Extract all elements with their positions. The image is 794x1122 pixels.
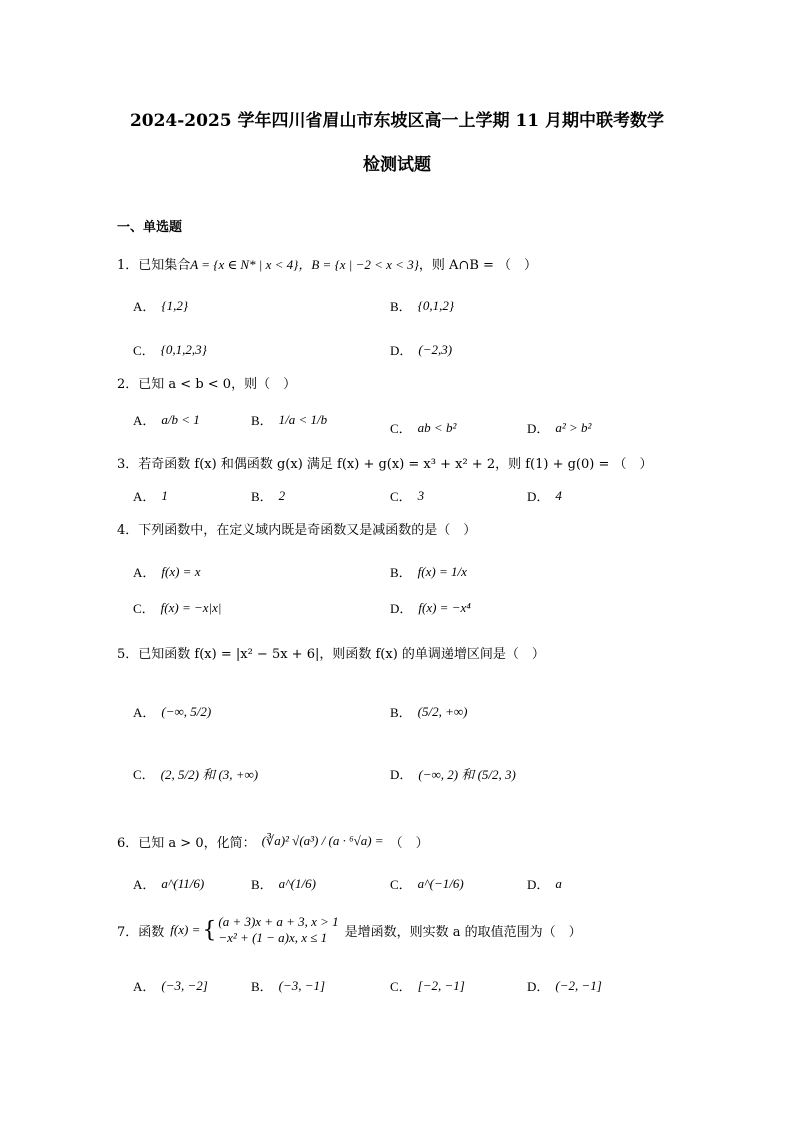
- option-value: {0,1,2}: [417, 297, 455, 313]
- q7-option-b[interactable]: [251, 976, 325, 995]
- question-tail: ，则 A∩B = （ ）: [418, 257, 538, 273]
- option-label: C．: [133, 601, 155, 616]
- option-value: 1: [161, 487, 168, 503]
- q4-option-a[interactable]: [133, 562, 200, 581]
- q4-option-c[interactable]: [133, 598, 221, 617]
- option-label: C．: [390, 979, 412, 994]
- question-tail: （ ）: [389, 835, 429, 851]
- question-number: 3．: [117, 456, 139, 472]
- q1-option-b[interactable]: [390, 296, 454, 315]
- q7-option-c[interactable]: [390, 976, 465, 995]
- option-value: a^(11/6): [161, 875, 205, 891]
- q2-option-d[interactable]: [527, 418, 591, 437]
- q3-option-d[interactable]: [527, 486, 562, 505]
- q1-option-c[interactable]: [133, 340, 207, 359]
- q4-option-d[interactable]: [390, 598, 471, 617]
- question-1: [117, 252, 537, 274]
- doc-title-line1: 2024-2025 学年四川省眉山市东坡区高一上学期 11 月期中联考数学: [129, 111, 665, 131]
- option-label: C．: [390, 489, 412, 504]
- option-value: {1,2}: [161, 297, 189, 313]
- question-text: 若奇函数 f(x) 和偶函数 g(x) 满足 f(x) + g(x) = x³ + x² + 2，则 f(1) + g(0) = （ ）: [138, 456, 653, 472]
- q4-option-b[interactable]: [390, 562, 467, 581]
- option-label: C．: [133, 343, 155, 358]
- question-text: 已知 a < b < 0，则（ ）: [138, 376, 297, 392]
- q6-option-b[interactable]: [251, 874, 316, 893]
- option-label: B．: [251, 877, 273, 892]
- question-math: A = {x ∈ N* | x < 4}，B = {x | −2 < x < 3}: [190, 256, 419, 272]
- option-value: (−3, −1]: [278, 977, 326, 993]
- question-text: 已知 a > 0，化简：: [138, 835, 256, 851]
- option-value: 4: [555, 487, 562, 503]
- q5-option-c[interactable]: [133, 764, 258, 783]
- option-label: A．: [133, 979, 156, 994]
- q5-option-a[interactable]: [133, 702, 211, 721]
- option-label: D．: [390, 767, 413, 782]
- question-number: 6．: [117, 835, 139, 851]
- option-value: (2, 5/2) 和 (3, +∞): [160, 767, 259, 782]
- question-number: 2．: [117, 376, 139, 392]
- question-text: 函数: [138, 924, 165, 940]
- question-3: [117, 452, 653, 472]
- question-text: 已知集合: [138, 257, 191, 273]
- option-label: B．: [390, 705, 412, 720]
- option-label: D．: [390, 343, 413, 358]
- piecewise-cases: [218, 914, 338, 946]
- section-heading: 一、单选题: [117, 220, 183, 235]
- q5-option-b[interactable]: [390, 702, 467, 721]
- question-text: 已知函数 f(x) = |x² − 5x + 6|，则函数 f(x) 的单调递增区间是（ ）: [138, 646, 545, 662]
- option-value: [−2, −1]: [417, 977, 465, 993]
- option-value: f(x) = 1/x: [417, 563, 467, 579]
- option-label: C．: [390, 877, 412, 892]
- q2-option-b[interactable]: [251, 410, 327, 429]
- option-label: A．: [133, 565, 156, 580]
- option-label: B．: [251, 413, 273, 428]
- q6-option-a[interactable]: [133, 874, 204, 893]
- question-number: 1．: [117, 257, 139, 273]
- option-value: (−2,3): [418, 341, 453, 357]
- option-value: 3: [417, 487, 425, 503]
- q6-option-c[interactable]: [390, 874, 464, 893]
- option-value: a^(1/6): [278, 875, 316, 891]
- piece-1: (a + 3)x + a + 3, x > 1: [218, 914, 339, 929]
- q6-option-d[interactable]: [527, 874, 562, 893]
- option-value: (5/2, +∞): [417, 703, 468, 719]
- option-value: f(x) = x: [161, 563, 201, 579]
- q7-option-a[interactable]: [133, 976, 208, 995]
- q3-option-b[interactable]: [251, 486, 285, 505]
- question-text: 下列函数中，在定义域内既是奇函数又是减函数的是（ ）: [138, 522, 477, 538]
- option-label: A．: [133, 705, 156, 720]
- option-value: f(x) = −x|x|: [160, 599, 222, 615]
- brace-icon: {: [202, 917, 217, 943]
- option-label: A．: [133, 877, 156, 892]
- option-label: D．: [390, 601, 413, 616]
- option-label: C．: [390, 421, 412, 436]
- option-label: A．: [133, 489, 156, 504]
- question-number: 7．: [117, 924, 139, 940]
- q2-option-c[interactable]: [390, 418, 456, 437]
- question-tail: 是增函数，则实数 a 的取值范围为（ ）: [344, 924, 582, 940]
- option-value: {0,1,2,3}: [160, 341, 207, 357]
- option-label: A．: [133, 299, 156, 314]
- question-4: [117, 518, 476, 538]
- doc-title-line2: 检测试题: [363, 155, 431, 175]
- option-value: (−2, −1]: [555, 977, 602, 993]
- q3-option-c[interactable]: [390, 486, 424, 505]
- option-value: ab < b²: [417, 419, 457, 435]
- q1-option-a[interactable]: [133, 296, 188, 315]
- q2-option-a[interactable]: [133, 410, 200, 429]
- question-number: 4．: [117, 522, 139, 538]
- option-value: (−∞, 5/2): [161, 703, 212, 719]
- option-label: B．: [251, 489, 273, 504]
- question-5: [117, 642, 545, 662]
- question-number: 5．: [117, 646, 139, 662]
- question-2: [117, 372, 296, 392]
- option-label: D．: [527, 489, 550, 504]
- option-label: B．: [251, 979, 273, 994]
- option-label: D．: [527, 877, 550, 892]
- option-value: a: [555, 875, 562, 891]
- option-label: B．: [390, 299, 412, 314]
- option-value: 1/a < 1/b: [278, 411, 328, 427]
- piece-2: −x² + (1 − a)x, x ≤ 1: [218, 930, 328, 945]
- question-math: (∛a)² √(a³) / (a · ⁶√a) =: [261, 833, 384, 848]
- q5-option-d[interactable]: [390, 764, 516, 783]
- option-value: 2: [278, 487, 286, 503]
- option-value: a² > b²: [555, 419, 592, 435]
- option-value: a/b < 1: [161, 411, 200, 427]
- option-value: (−∞, 2) 和 (5/2, 3): [418, 767, 516, 782]
- option-value: a^(−1/6): [417, 875, 464, 891]
- question-7: [117, 908, 582, 952]
- option-value: f(x) = −x⁴: [418, 599, 471, 615]
- option-value: (−3, −2]: [161, 977, 208, 993]
- option-label: D．: [527, 979, 550, 994]
- option-label: A．: [133, 413, 156, 428]
- q1-option-d[interactable]: [390, 340, 452, 359]
- piecewise-function: f(x) =: [170, 922, 201, 937]
- q7-option-d[interactable]: [527, 976, 602, 995]
- option-label: C．: [133, 767, 155, 782]
- question-6: [117, 830, 429, 852]
- option-label: B．: [390, 565, 412, 580]
- option-label: D．: [527, 421, 550, 436]
- q3-option-a[interactable]: [133, 486, 168, 505]
